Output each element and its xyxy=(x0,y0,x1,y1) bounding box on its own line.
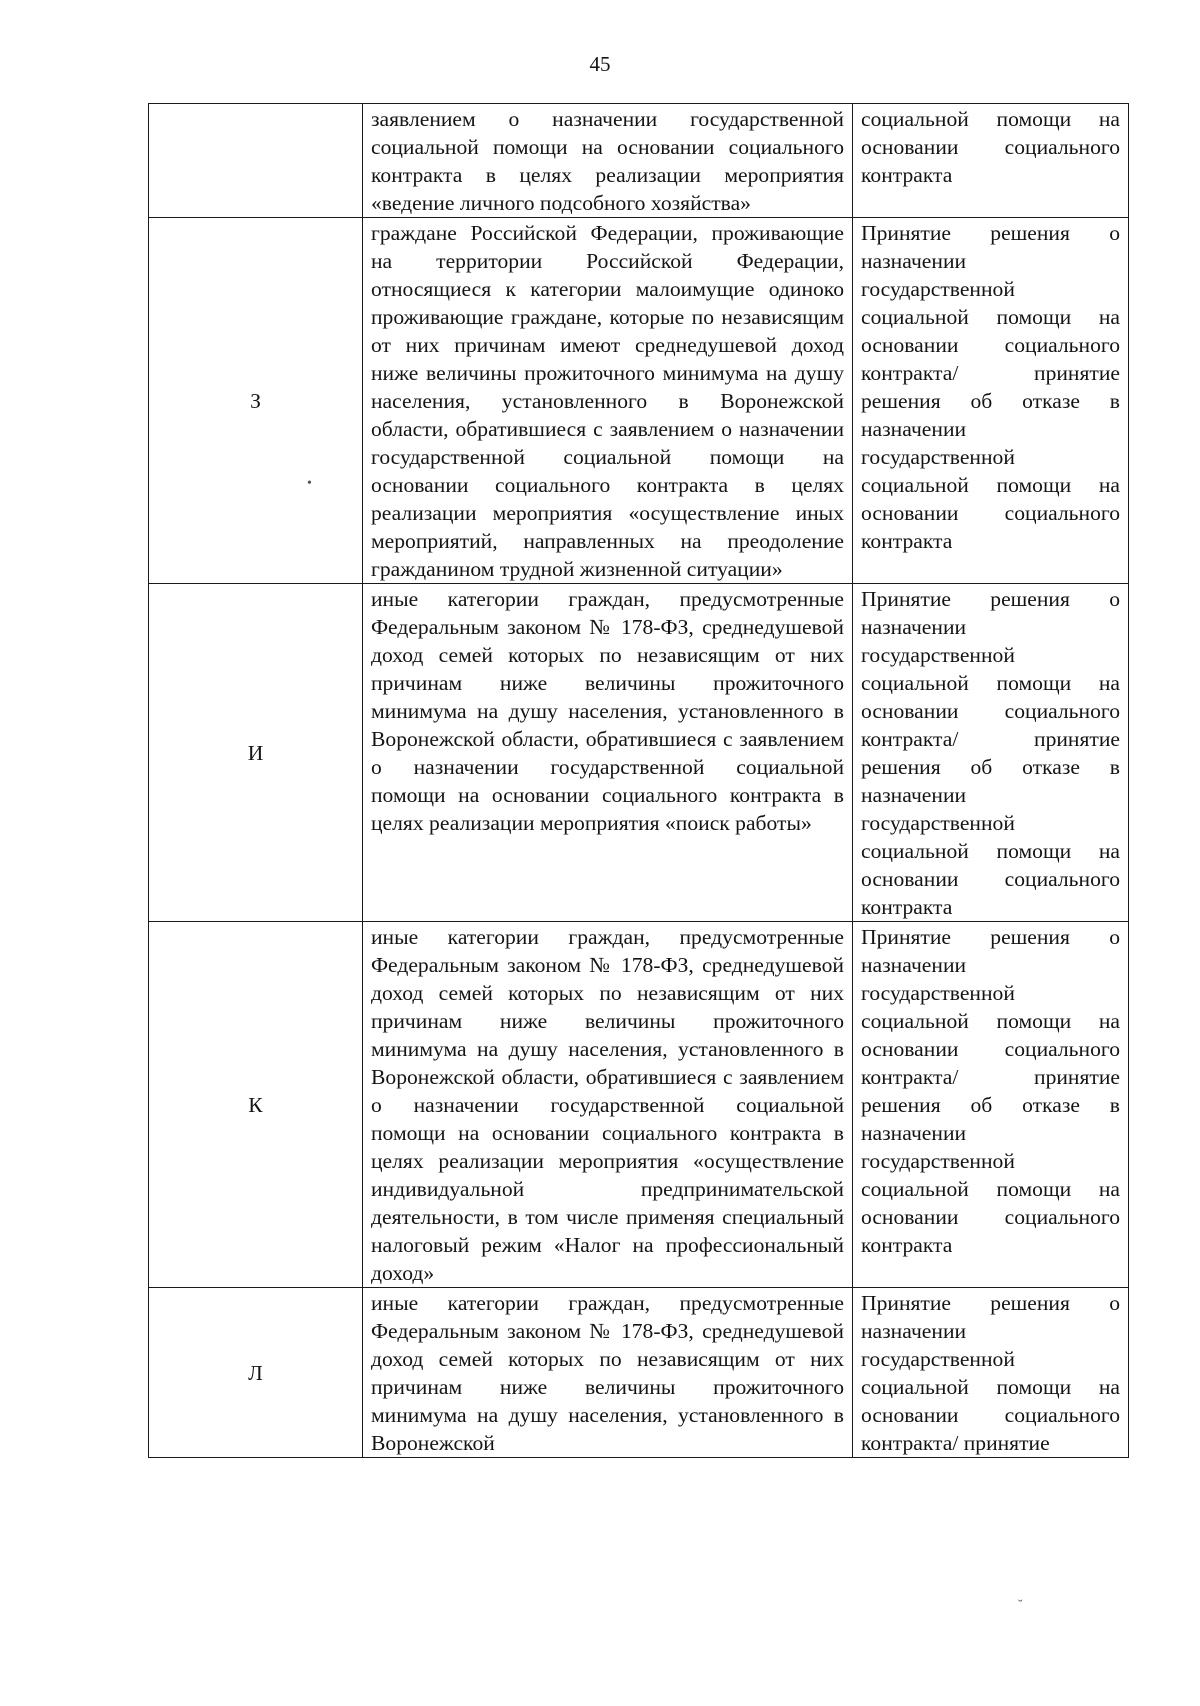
row-letter xyxy=(149,104,363,218)
row-description: иные категории граждан, предусмотренные Федеральным законом № 178-ФЗ, среднедушевой доход семей которых по независящим от них причинам ниже величины прожиточного минимума на душу населения, установленного в Воронежской xyxy=(363,1288,853,1458)
row-letter: З xyxy=(149,218,363,584)
row-result: Принятие решения о назначении государственной социальной помощи на основании социального контракта/ принятие xyxy=(853,1288,1129,1458)
row-letter: Л xyxy=(149,1288,363,1458)
row-letter: И xyxy=(149,584,363,922)
row-letter: К xyxy=(149,922,363,1288)
row-description: иные категории граждан, предусмотренные Федеральным законом № 178-ФЗ, среднедушевой доход семей которых по независящим от них причинам ниже величины прожиточного минимума на душу населения, установленного в Воронежской области, обратившиеся с заявлением о назначении государственной социальной помощи на основании социального контракта в целях реализации мероприятия «поиск работы» xyxy=(363,584,853,922)
table-row xyxy=(149,1288,1129,1458)
row-result: социальной помощи на основании социального контракта xyxy=(853,104,1129,218)
page-number: 45 xyxy=(589,52,611,76)
row-description: иные категории граждан, предусмотренные Федеральным законом № 178-ФЗ, среднедушевой доход семей которых по независящим от них причинам ниже величины прожиточного минимума на душу населения, установленного в Воронежской области, обратившиеся с заявлением о назначении государственной социальной помощи на основании социального контракта в целях реализации мероприятия «осуществление индивидуальной предпринимательской деятельности, в том числе применяя специальный налоговый режим «Налог на профессиональный доход» xyxy=(363,922,853,1288)
table-row xyxy=(149,584,1129,922)
table-row xyxy=(149,218,1129,584)
assistance-table xyxy=(148,103,1129,1458)
row-result: Принятие решения о назначении государственной социальной помощи на основании социального контракта/ принятие решения об отказе в назначении государственной социальной помощи на основании социального контракта xyxy=(853,218,1129,584)
row-description: граждане Российской Федерации, проживающие на территории Российской Федерации, относящиеся к категории малоимущие одиноко проживающие граждане, которые по независящим от них причинам имеют среднедушевой доход ниже величины прожиточного минимума на душу населения, установленного в Воронежской области, обратившиеся с заявлением о назначении государственной социальной помощи на основании социального контракта в целях реализации мероприятия «осуществление иных мероприятий, направленных на преодоление гражданином трудной жизненной ситуации» xyxy=(363,218,853,584)
row-result: Принятие решения о назначении государственной социальной помощи на основании социального контракта/ принятие решения об отказе в назначении государственной социальной помощи на основании социального контракта xyxy=(853,584,1129,922)
row-description: заявлением о назначении государственной социальной помощи на основании социального контракта в целях реализации мероприятия «ведение личного подсобного хозяйства» xyxy=(363,104,853,218)
scan-speck: • xyxy=(307,476,312,491)
row-result: Принятие решения о назначении государственной социальной помощи на основании социального контракта/ принятие решения об отказе в назначении государственной социальной помощи на основании социального контракта xyxy=(853,922,1129,1288)
table-row xyxy=(149,104,1129,218)
scan-speck: ˘ xyxy=(1018,1598,1023,1613)
table-row xyxy=(149,922,1129,1288)
